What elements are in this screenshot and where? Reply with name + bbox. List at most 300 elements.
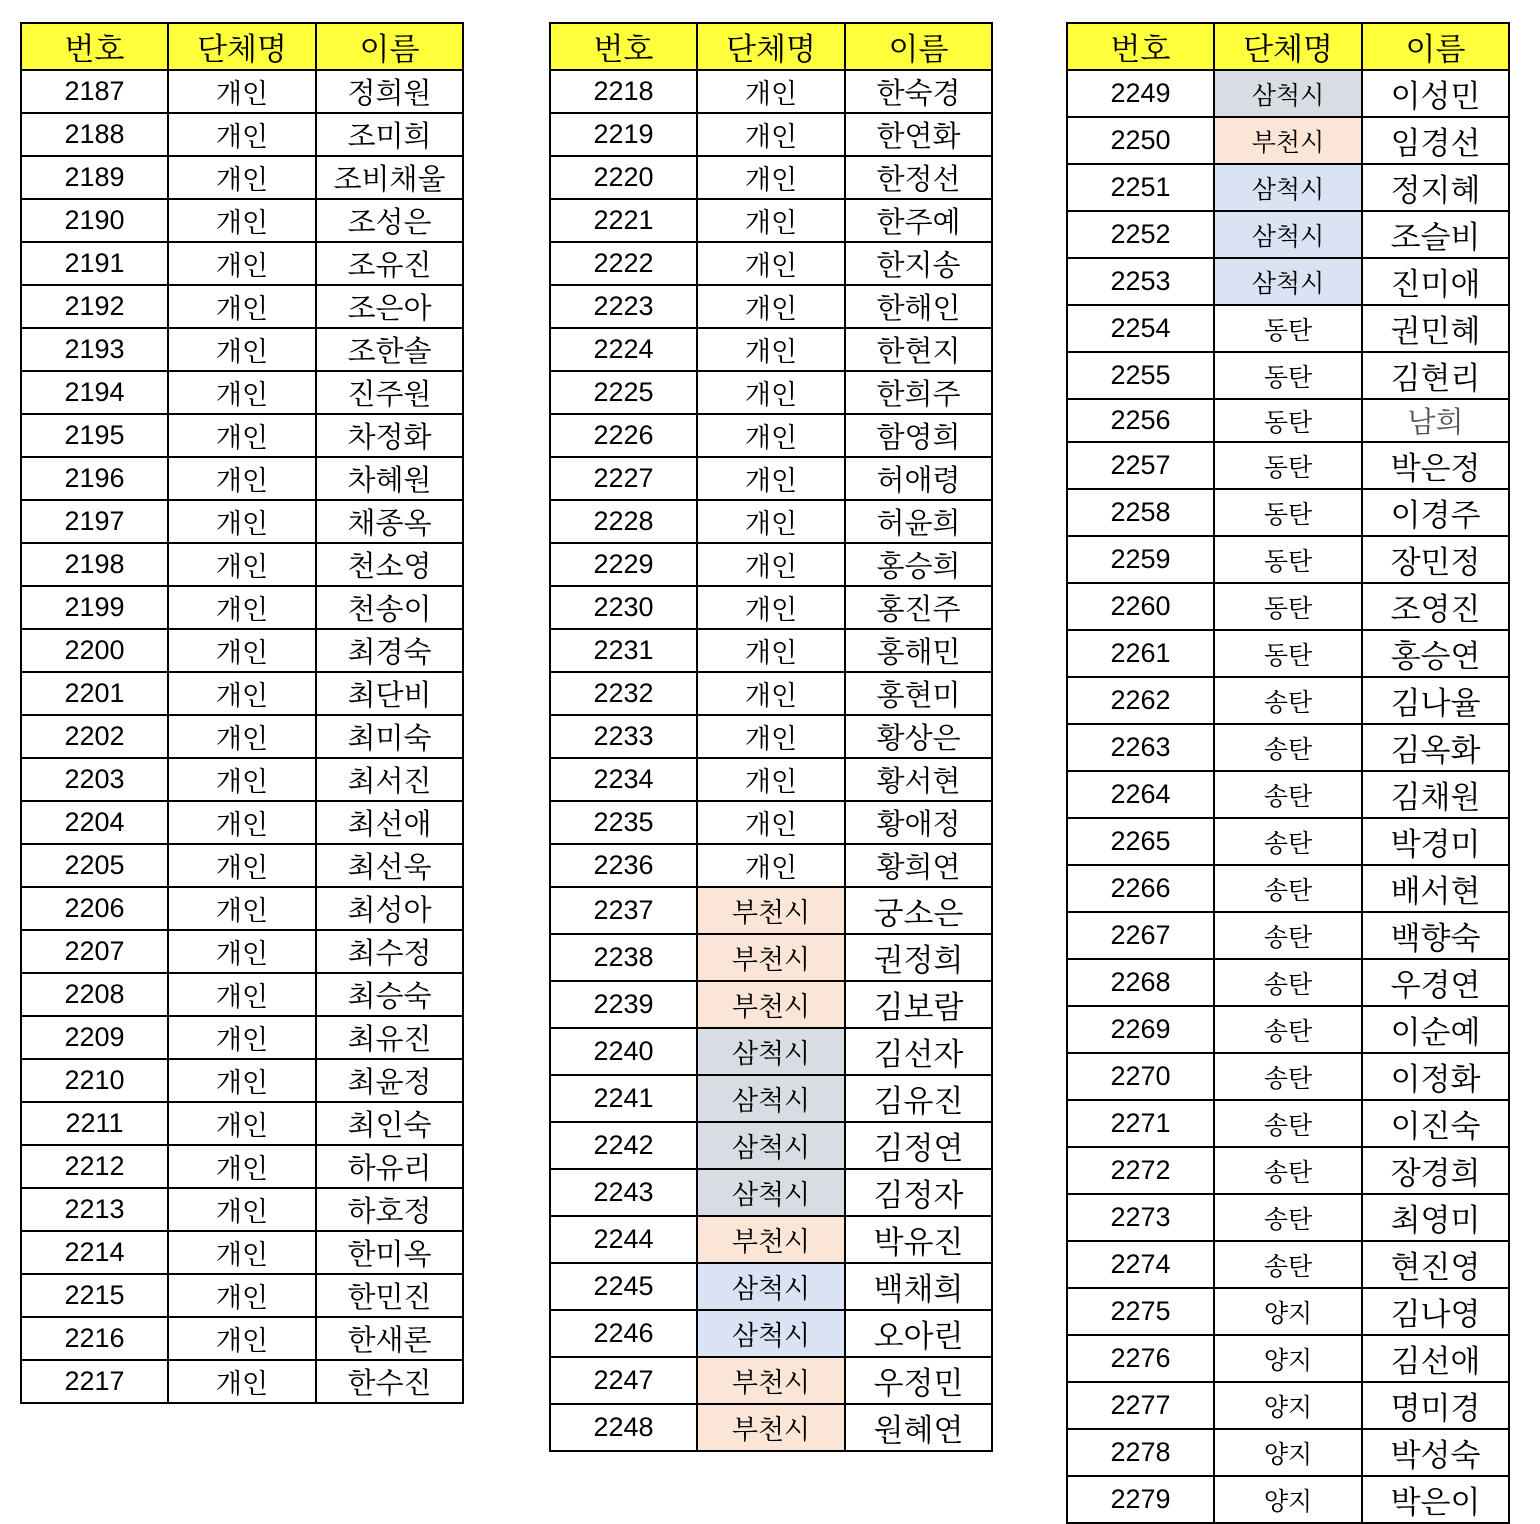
row-number: 2217 <box>21 1360 168 1403</box>
row-number: 2213 <box>21 1188 168 1231</box>
row-number: 2216 <box>21 1317 168 1360</box>
person-name: 최윤정 <box>316 1059 463 1102</box>
table-row <box>1067 164 1509 211</box>
table-row <box>550 934 992 981</box>
person-name: 한미옥 <box>316 1231 463 1274</box>
row-number: 2262 <box>1067 677 1214 724</box>
person-name: 우경연 <box>1362 959 1509 1006</box>
row-number: 2215 <box>21 1274 168 1317</box>
group-name: 송탄 <box>1214 1147 1362 1194</box>
row-number: 2203 <box>21 758 168 801</box>
table-row <box>21 199 463 242</box>
person-name: 하유리 <box>316 1145 463 1188</box>
header-row <box>1067 23 1509 70</box>
table-row <box>1067 117 1509 164</box>
person-name: 백향숙 <box>1362 912 1509 959</box>
header-name: 이름 <box>1362 23 1509 70</box>
table-row <box>21 371 463 414</box>
table-row <box>550 672 992 715</box>
table-row <box>21 113 463 156</box>
row-number: 2254 <box>1067 305 1214 352</box>
group-name: 개인 <box>168 672 316 715</box>
person-name: 백채희 <box>845 1263 992 1310</box>
row-number: 2187 <box>21 70 168 113</box>
table-row <box>1067 771 1509 818</box>
person-name: 황서현 <box>845 758 992 801</box>
person-name: 박은이 <box>1362 1476 1509 1523</box>
table-row <box>21 285 463 328</box>
group-name: 송탄 <box>1214 865 1362 912</box>
row-number: 2234 <box>550 758 697 801</box>
table-row <box>21 1274 463 1317</box>
row-number: 2220 <box>550 156 697 199</box>
person-name: 조영진 <box>1362 583 1509 630</box>
group-name: 송탄 <box>1214 1100 1362 1147</box>
table-row <box>1067 352 1509 399</box>
table-row <box>1067 1429 1509 1476</box>
group-name: 개인 <box>168 414 316 457</box>
row-number: 2240 <box>550 1028 697 1075</box>
table-row <box>21 543 463 586</box>
row-number: 2224 <box>550 328 697 371</box>
table-row <box>550 715 992 758</box>
table-row <box>550 328 992 371</box>
row-number: 2270 <box>1067 1053 1214 1100</box>
group-name: 개인 <box>697 328 845 371</box>
group-name: 삼척시 <box>697 1169 845 1216</box>
row-number: 2275 <box>1067 1288 1214 1335</box>
group-name: 개인 <box>697 70 845 113</box>
person-name: 한숙경 <box>845 70 992 113</box>
person-name: 한주예 <box>845 199 992 242</box>
group-name: 개인 <box>168 156 316 199</box>
person-name: 최유진 <box>316 1016 463 1059</box>
table-row <box>550 758 992 801</box>
group-name: 부천시 <box>1214 117 1362 164</box>
group-name: 개인 <box>168 844 316 887</box>
table-row <box>1067 677 1509 724</box>
person-name: 홍진주 <box>845 586 992 629</box>
group-name: 부천시 <box>697 1404 845 1451</box>
row-number: 2192 <box>21 285 168 328</box>
table-row <box>550 543 992 586</box>
group-name: 개인 <box>697 242 845 285</box>
group-name: 개인 <box>697 586 845 629</box>
row-number: 2266 <box>1067 865 1214 912</box>
row-number: 2237 <box>550 887 697 934</box>
row-number: 2242 <box>550 1122 697 1169</box>
table-row <box>1067 536 1509 583</box>
row-number: 2209 <box>21 1016 168 1059</box>
person-name: 이진숙 <box>1362 1100 1509 1147</box>
person-name: 원혜연 <box>845 1404 992 1451</box>
group-name: 개인 <box>168 1102 316 1145</box>
table-row <box>1067 630 1509 677</box>
person-name: 홍해민 <box>845 629 992 672</box>
person-name: 한수진 <box>316 1360 463 1403</box>
person-name: 우정민 <box>845 1357 992 1404</box>
group-name: 동탄 <box>1214 442 1362 489</box>
group-name: 개인 <box>697 113 845 156</box>
row-number: 2202 <box>21 715 168 758</box>
group-name: 부천시 <box>697 1216 845 1263</box>
group-name: 삼척시 <box>697 1310 845 1357</box>
person-name: 현진영 <box>1362 1241 1509 1288</box>
group-name: 개인 <box>697 801 845 844</box>
row-number: 2244 <box>550 1216 697 1263</box>
group-name: 삼척시 <box>697 1263 845 1310</box>
table-row <box>550 500 992 543</box>
person-name: 황상은 <box>845 715 992 758</box>
person-name: 황희연 <box>845 844 992 887</box>
header-group: 단체명 <box>697 23 845 70</box>
row-number: 2247 <box>550 1357 697 1404</box>
group-name: 부천시 <box>697 1357 845 1404</box>
person-name: 김정연 <box>845 1122 992 1169</box>
person-name: 진주원 <box>316 371 463 414</box>
header-number: 번호 <box>550 23 697 70</box>
group-name: 동탄 <box>1214 489 1362 536</box>
group-name: 개인 <box>168 1360 316 1403</box>
header-row <box>550 23 992 70</box>
group-name: 양지 <box>1214 1288 1362 1335</box>
group-name: 개인 <box>168 1317 316 1360</box>
row-number: 2251 <box>1067 164 1214 211</box>
table-row <box>550 1075 992 1122</box>
group-name: 개인 <box>697 543 845 586</box>
row-number: 2221 <box>550 199 697 242</box>
person-name: 한지송 <box>845 242 992 285</box>
group-name: 동탄 <box>1214 305 1362 352</box>
group-name: 개인 <box>168 199 316 242</box>
row-number: 2229 <box>550 543 697 586</box>
table-row <box>1067 70 1509 117</box>
row-number: 2197 <box>21 500 168 543</box>
person-name: 최선애 <box>316 801 463 844</box>
row-number: 2222 <box>550 242 697 285</box>
row-number: 2269 <box>1067 1006 1214 1053</box>
person-name: 남희 <box>1362 399 1509 442</box>
group-name: 양지 <box>1214 1382 1362 1429</box>
person-name: 김보람 <box>845 981 992 1028</box>
group-name: 개인 <box>697 285 845 328</box>
person-name: 최경숙 <box>316 629 463 672</box>
group-name: 송탄 <box>1214 959 1362 1006</box>
group-name: 부천시 <box>697 887 845 934</box>
row-number: 2238 <box>550 934 697 981</box>
group-name: 개인 <box>697 715 845 758</box>
group-name: 개인 <box>168 930 316 973</box>
person-name: 천소영 <box>316 543 463 586</box>
table-row <box>21 70 463 113</box>
table-row <box>21 715 463 758</box>
row-number: 2257 <box>1067 442 1214 489</box>
row-number: 2208 <box>21 973 168 1016</box>
roster-table-2 <box>549 22 993 1452</box>
table-row <box>21 973 463 1016</box>
person-name: 김선자 <box>845 1028 992 1075</box>
row-number: 2188 <box>21 113 168 156</box>
group-name: 양지 <box>1214 1429 1362 1476</box>
person-name: 차정화 <box>316 414 463 457</box>
group-name: 동탄 <box>1214 536 1362 583</box>
person-name: 함영희 <box>845 414 992 457</box>
table-row <box>21 844 463 887</box>
table-row <box>21 1145 463 1188</box>
row-number: 2218 <box>550 70 697 113</box>
person-name: 정지혜 <box>1362 164 1509 211</box>
person-name: 조한솔 <box>316 328 463 371</box>
person-name: 조슬비 <box>1362 211 1509 258</box>
table-row <box>1067 211 1509 258</box>
row-number: 2207 <box>21 930 168 973</box>
person-name: 오아린 <box>845 1310 992 1357</box>
roster-table-1 <box>20 22 464 1404</box>
person-name: 허윤희 <box>845 500 992 543</box>
group-name: 개인 <box>168 887 316 930</box>
header-name: 이름 <box>845 23 992 70</box>
table-row <box>1067 1288 1509 1335</box>
person-name: 천송이 <box>316 586 463 629</box>
header-row <box>21 23 463 70</box>
person-name: 박유진 <box>845 1216 992 1263</box>
group-name: 송탄 <box>1214 771 1362 818</box>
group-name: 개인 <box>168 457 316 500</box>
group-name: 양지 <box>1214 1335 1362 1382</box>
group-name: 개인 <box>168 500 316 543</box>
person-name: 김유진 <box>845 1075 992 1122</box>
person-name: 김나율 <box>1362 677 1509 724</box>
person-name: 홍승희 <box>845 543 992 586</box>
row-number: 2225 <box>550 371 697 414</box>
table-row <box>1067 305 1509 352</box>
table-row <box>21 887 463 930</box>
person-name: 조성은 <box>316 199 463 242</box>
table-row <box>1067 865 1509 912</box>
person-name: 홍승연 <box>1362 630 1509 677</box>
table-row <box>21 930 463 973</box>
person-name: 채종옥 <box>316 500 463 543</box>
table-row <box>550 1310 992 1357</box>
table-row <box>21 1317 463 1360</box>
row-number: 2204 <box>21 801 168 844</box>
group-name: 개인 <box>168 1231 316 1274</box>
person-name: 조미희 <box>316 113 463 156</box>
table-row <box>21 1188 463 1231</box>
row-number: 2227 <box>550 457 697 500</box>
row-number: 2194 <box>21 371 168 414</box>
table-row <box>21 1231 463 1274</box>
group-name: 개인 <box>168 242 316 285</box>
group-name: 동탄 <box>1214 583 1362 630</box>
row-number: 2232 <box>550 672 697 715</box>
table-row <box>550 801 992 844</box>
person-name: 이경주 <box>1362 489 1509 536</box>
person-name: 권민혜 <box>1362 305 1509 352</box>
table-row <box>550 1404 992 1451</box>
group-name: 삼척시 <box>1214 70 1362 117</box>
group-name: 송탄 <box>1214 677 1362 724</box>
row-number: 2210 <box>21 1059 168 1102</box>
group-name: 개인 <box>697 371 845 414</box>
group-name: 송탄 <box>1214 1241 1362 1288</box>
row-number: 2226 <box>550 414 697 457</box>
row-number: 2212 <box>21 1145 168 1188</box>
table-row <box>21 801 463 844</box>
group-name: 개인 <box>168 629 316 672</box>
row-number: 2189 <box>21 156 168 199</box>
person-name: 배서현 <box>1362 865 1509 912</box>
row-number: 2256 <box>1067 399 1214 442</box>
table-row <box>550 1263 992 1310</box>
table-row <box>1067 1335 1509 1382</box>
row-number: 2243 <box>550 1169 697 1216</box>
header-number: 번호 <box>1067 23 1214 70</box>
group-name: 송탄 <box>1214 724 1362 771</box>
table-row <box>21 1360 463 1403</box>
person-name: 김현리 <box>1362 352 1509 399</box>
row-number: 2241 <box>550 1075 697 1122</box>
table-row <box>550 414 992 457</box>
table-row <box>1067 912 1509 959</box>
row-number: 2233 <box>550 715 697 758</box>
table-row <box>1067 1194 1509 1241</box>
group-name: 삼척시 <box>1214 211 1362 258</box>
group-name: 삼척시 <box>697 1028 845 1075</box>
row-number: 2258 <box>1067 489 1214 536</box>
group-name: 개인 <box>168 285 316 328</box>
group-name: 삼척시 <box>697 1122 845 1169</box>
row-number: 2255 <box>1067 352 1214 399</box>
table-row <box>1067 258 1509 305</box>
person-name: 정희원 <box>316 70 463 113</box>
group-name: 송탄 <box>1214 912 1362 959</box>
row-number: 2228 <box>550 500 697 543</box>
person-name: 최선욱 <box>316 844 463 887</box>
table-row <box>550 1122 992 1169</box>
group-name: 동탄 <box>1214 352 1362 399</box>
group-name: 송탄 <box>1214 818 1362 865</box>
group-name: 양지 <box>1214 1476 1362 1523</box>
row-number: 2193 <box>21 328 168 371</box>
row-number: 2260 <box>1067 583 1214 630</box>
person-name: 김정자 <box>845 1169 992 1216</box>
group-name: 개인 <box>697 672 845 715</box>
header-name: 이름 <box>316 23 463 70</box>
table-row <box>21 328 463 371</box>
group-name: 개인 <box>697 414 845 457</box>
row-number: 2191 <box>21 242 168 285</box>
roster-table-3 <box>1066 22 1510 1524</box>
table-row <box>21 672 463 715</box>
table-row <box>1067 1476 1509 1523</box>
group-name: 개인 <box>697 457 845 500</box>
person-name: 한민진 <box>316 1274 463 1317</box>
table-row <box>1067 1147 1509 1194</box>
group-name: 개인 <box>168 973 316 1016</box>
group-name: 개인 <box>168 758 316 801</box>
group-name: 개인 <box>168 1059 316 1102</box>
person-name: 한희주 <box>845 371 992 414</box>
person-name: 한연화 <box>845 113 992 156</box>
person-name: 박경미 <box>1362 818 1509 865</box>
group-name: 삼척시 <box>1214 164 1362 211</box>
person-name: 궁소은 <box>845 887 992 934</box>
table-row <box>21 457 463 500</box>
person-name: 장민정 <box>1362 536 1509 583</box>
row-number: 2271 <box>1067 1100 1214 1147</box>
row-number: 2214 <box>21 1231 168 1274</box>
person-name: 최서진 <box>316 758 463 801</box>
row-number: 2259 <box>1067 536 1214 583</box>
table-row <box>550 844 992 887</box>
row-number: 2276 <box>1067 1335 1214 1382</box>
row-number: 2205 <box>21 844 168 887</box>
row-number: 2268 <box>1067 959 1214 1006</box>
row-number: 2223 <box>550 285 697 328</box>
row-number: 2248 <box>550 1404 697 1451</box>
group-name: 개인 <box>168 1188 316 1231</box>
group-name: 개인 <box>168 1274 316 1317</box>
table-row <box>1067 489 1509 536</box>
person-name: 조비채울 <box>316 156 463 199</box>
table-row <box>21 586 463 629</box>
row-number: 2267 <box>1067 912 1214 959</box>
table-row <box>550 1028 992 1075</box>
table-row <box>550 586 992 629</box>
table-row <box>550 887 992 934</box>
person-name: 최미숙 <box>316 715 463 758</box>
row-number: 2235 <box>550 801 697 844</box>
row-number: 2201 <box>21 672 168 715</box>
group-name: 개인 <box>168 328 316 371</box>
person-name: 이정화 <box>1362 1053 1509 1100</box>
table-row <box>21 1102 463 1145</box>
row-number: 2273 <box>1067 1194 1214 1241</box>
person-name: 김나영 <box>1362 1288 1509 1335</box>
row-number: 2196 <box>21 457 168 500</box>
group-name: 개인 <box>697 199 845 242</box>
table-row <box>21 242 463 285</box>
table-row <box>1067 959 1509 1006</box>
row-number: 2211 <box>21 1102 168 1145</box>
group-name: 송탄 <box>1214 1053 1362 1100</box>
row-number: 2277 <box>1067 1382 1214 1429</box>
row-number: 2279 <box>1067 1476 1214 1523</box>
table-row <box>21 629 463 672</box>
row-number: 2249 <box>1067 70 1214 117</box>
person-name: 차혜원 <box>316 457 463 500</box>
table-row <box>21 156 463 199</box>
group-name: 개인 <box>168 113 316 156</box>
table-row <box>1067 399 1509 442</box>
person-name: 이순예 <box>1362 1006 1509 1053</box>
group-name: 개인 <box>697 156 845 199</box>
person-name: 박은정 <box>1362 442 1509 489</box>
person-name: 허애령 <box>845 457 992 500</box>
group-name: 개인 <box>697 844 845 887</box>
row-number: 2278 <box>1067 1429 1214 1476</box>
person-name: 하호정 <box>316 1188 463 1231</box>
person-name: 명미경 <box>1362 1382 1509 1429</box>
table-row <box>550 1216 992 1263</box>
row-number: 2190 <box>21 199 168 242</box>
table-row <box>1067 1053 1509 1100</box>
row-number: 2264 <box>1067 771 1214 818</box>
group-name: 개인 <box>697 500 845 543</box>
person-name: 한현지 <box>845 328 992 371</box>
group-name: 개인 <box>168 801 316 844</box>
